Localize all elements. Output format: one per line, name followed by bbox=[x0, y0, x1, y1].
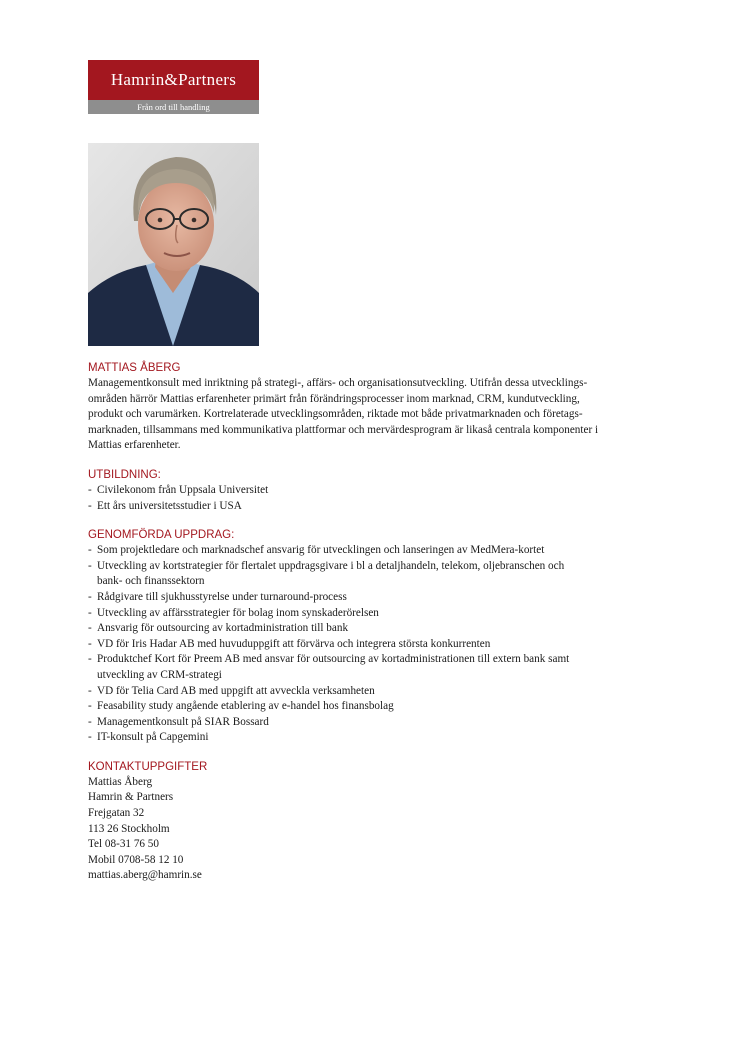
profile-content bbox=[88, 361, 668, 884]
list-item bbox=[88, 590, 668, 606]
contact-street: Frejgatan 32 bbox=[88, 807, 145, 820]
contact-phone: Tel 08-31 76 50 bbox=[88, 838, 159, 851]
bio-line: produkt och varumärken. Kortrelaterade utvecklingsområden, riktade mot både privatmarknaden och företags- bbox=[88, 408, 583, 421]
education-heading: UTBILDNING: bbox=[88, 468, 161, 481]
contact-email[interactable]: mattias.aberg@hamrin.se bbox=[88, 869, 202, 882]
item-line: bank- och finanssektorn bbox=[97, 575, 205, 588]
bio-line: Managementkonsult med inriktning på strategi-, affärs- och organisationsutveckling. Utifrån dessa utvecklings- bbox=[88, 377, 588, 389]
assignments-list bbox=[88, 543, 668, 746]
item-line: Som projektledare och marknadschef ansvarig för utvecklingen och lanseringen av MedMera-kortet bbox=[97, 544, 545, 557]
item-line: utveckling av CRM-strategi bbox=[97, 668, 222, 681]
item-line: Managementkonsult på SIAR Bossard bbox=[97, 715, 269, 728]
logo-tagline: Från ord till handling bbox=[88, 100, 259, 114]
assignments-heading: GENOMFÖRDA UPPDRAG: bbox=[88, 529, 235, 542]
bio-line: områden härrör Mattias erfarenheter primärt från förändringsprocesser inom marknad, CRM, kundutveckling, bbox=[88, 392, 580, 405]
bio bbox=[88, 376, 668, 454]
item-line: Produktchef Kort för Preem AB med ansvar för outsourcing av kortadministrationen till extern bank samt bbox=[97, 653, 570, 666]
education-section bbox=[88, 468, 668, 514]
list-item bbox=[88, 543, 668, 559]
item-line: IT-konsult på Capgemini bbox=[97, 731, 209, 744]
assignments-section bbox=[88, 528, 668, 746]
contact-name: Mattias Åberg bbox=[88, 775, 153, 788]
list-item bbox=[88, 684, 668, 700]
bio-line: Mattias erfarenheter. bbox=[88, 439, 181, 452]
item-line: VD för Telia Card AB med uppgift att avveckla verksamheten bbox=[97, 684, 375, 697]
list-item bbox=[88, 559, 668, 590]
person-name: MATTIAS ÅBERG bbox=[88, 362, 181, 374]
contact-company: Hamrin & Partners bbox=[88, 791, 174, 804]
contact-section bbox=[88, 760, 668, 884]
company-logo bbox=[88, 60, 259, 114]
list-item bbox=[88, 621, 668, 637]
logo-name: Hamrin&Partners bbox=[88, 60, 259, 100]
item-line: Utveckling av kortstrategier för flertalet uppdragsgivare i bl a detaljhandeln, telekom, oljebranschen och bbox=[97, 559, 565, 572]
list-item bbox=[88, 606, 668, 622]
list-item bbox=[88, 715, 668, 731]
item-line: Ansvarig för outsourcing av kortadministration till bank bbox=[97, 622, 349, 635]
contact-city: 113 26 Stockholm bbox=[88, 822, 170, 835]
bio-line: marknaden, tillsammans med kommunikativa plattformar och mervärdesprogram är likaså centrala komponenter i bbox=[88, 423, 599, 436]
list-item: - Civilekonom från Uppsala Universitet bbox=[88, 483, 668, 499]
portrait-photo bbox=[88, 143, 259, 346]
list-item bbox=[88, 730, 668, 746]
education-list bbox=[88, 483, 668, 514]
list-item bbox=[88, 652, 668, 683]
list-item bbox=[88, 637, 668, 653]
contact-heading: KONTAKTUPPGIFTER bbox=[88, 760, 208, 773]
item-line: Feasability study angående etablering av e-handel hos finansbolag bbox=[97, 700, 394, 713]
item-line: VD för Iris Hadar AB med huvuduppgift att förvärva och integrera största konkurrenten bbox=[97, 637, 491, 650]
contact-mobile: Mobil 0708-58 12 10 bbox=[88, 853, 184, 866]
item-line: Rådgivare till sjukhusstyrelse under turnaround-process bbox=[97, 590, 347, 603]
item-line: Utveckling av affärsstrategier för bolag inom synskaderörelsen bbox=[97, 606, 379, 619]
list-item bbox=[88, 699, 668, 715]
list-item: - Ett års universitetsstudier i USA bbox=[88, 499, 668, 515]
